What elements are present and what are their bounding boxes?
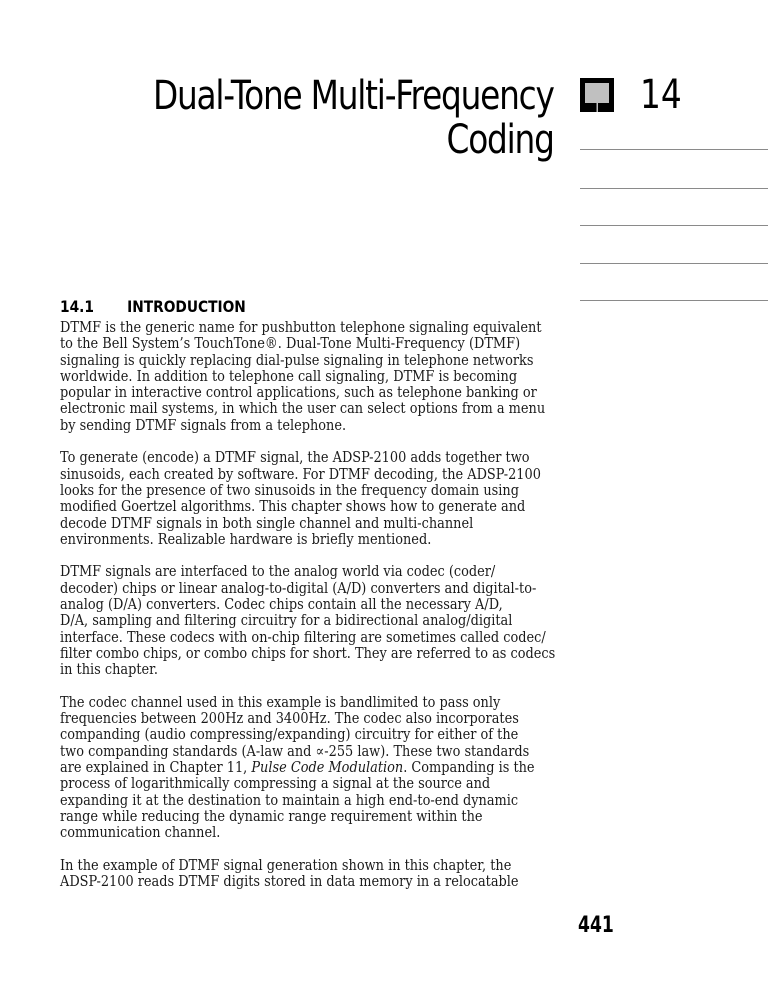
chapter-title-line-1: Dual-Tone Multi-Frequency	[153, 73, 554, 119]
text-line: decoder) chips or linear analog-to-digital (A/D) converters and digital-to-	[60, 578, 537, 597]
text-line: to the Bell System’s TouchTone®. Dual-Tone Multi-Frequency (DTMF)	[60, 334, 521, 353]
text-line: D/A, sampling and filtering circuitry for a bidirectional analog/digital	[60, 611, 513, 630]
text-line: companding (audio compressing/expanding) circuitry for either of the	[60, 725, 519, 744]
text-line: expanding it at the destination to maintain a high end-to-end dynamic	[60, 790, 519, 809]
text-line: DTMF signals are interfaced to the analog world via codec (coder/	[60, 562, 496, 581]
text-line: decode DTMF signals in both single channel and multi-channel	[60, 513, 474, 532]
margin-rule	[580, 188, 768, 189]
paragraph-2	[60, 449, 580, 547]
text-fragment: are explained in Chapter 11,	[60, 758, 252, 777]
margin-rule	[580, 263, 768, 264]
text-fragment: . Companding is the	[403, 758, 535, 777]
text-line: signaling is quickly replacing dial-pulse signaling in telephone networks	[60, 350, 534, 369]
body-text	[60, 319, 580, 906]
text-line: in this chapter.	[60, 660, 159, 679]
text-line: looks for the presence of two sinusoids in the frequency domain using	[60, 480, 519, 499]
text-line: popular in interactive control applications, such as telephone banking or	[60, 383, 537, 402]
paragraph-1	[60, 319, 580, 433]
text-line	[60, 758, 535, 777]
chapter-number: 14	[640, 72, 682, 118]
text-line: To generate (encode) a DTMF signal, the ADSP-2100 adds together two	[60, 448, 530, 467]
text-line: by sending DTMF signals from a telephone.	[60, 415, 347, 434]
chapter-title	[153, 74, 554, 162]
paragraph-5	[60, 857, 580, 890]
chapter-reference: Pulse Code Modulation	[251, 758, 404, 777]
text-line: process of logarithmically compressing a signal at the source and	[60, 774, 491, 793]
margin-rule	[580, 225, 768, 226]
margin-rule	[580, 149, 768, 150]
text-line: two companding standards (A-law and ∝-255 law). These two standards	[60, 741, 530, 760]
text-line: filter combo chips, or combo chips for short. They are referred to as codecs	[60, 643, 556, 662]
paragraph-3	[60, 563, 580, 677]
text-line: ADSP-2100 reads DTMF digits stored in data memory in a relocatable	[60, 872, 519, 891]
text-line: In the example of DTMF signal generation shown in this chapter, the	[60, 855, 512, 874]
text-line: sinusoids, each created by software. For DTMF decoding, the ADSP-2100	[60, 464, 541, 483]
text-line: electronic mail systems, in which the user can select options from a menu	[60, 399, 546, 418]
text-line: communication channel.	[60, 823, 221, 842]
text-line: environments. Realizable hardware is briefly mentioned.	[60, 529, 432, 548]
paragraph-4	[60, 694, 580, 841]
text-line: interface. These codecs with on-chip filtering are sometimes called codec/	[60, 627, 546, 646]
text-line: modified Goertzel algorithms. This chapter shows how to generate and	[60, 497, 526, 516]
text-line: range while reducing the dynamic range requirement within the	[60, 806, 483, 825]
section-title: INTRODUCTION	[127, 297, 246, 316]
section-heading	[60, 297, 246, 317]
chapter-marker-icon	[580, 78, 614, 112]
page-number: 441	[578, 913, 614, 938]
margin-rule	[580, 300, 768, 301]
text-line: worldwide. In addition to telephone call signaling, DTMF is becoming	[60, 366, 518, 385]
text-line: frequencies between 200Hz and 3400Hz. The codec also incorporates	[60, 709, 519, 728]
section-number: 14.1	[60, 297, 94, 316]
text-line: DTMF is the generic name for pushbutton telephone signaling equivalent	[60, 318, 542, 336]
chapter-title-line-2: Coding	[446, 117, 554, 163]
text-line: The codec channel used in this example is bandlimited to pass only	[60, 692, 501, 711]
text-line: analog (D/A) converters. Codec chips contain all the necessary A/D,	[60, 595, 503, 614]
